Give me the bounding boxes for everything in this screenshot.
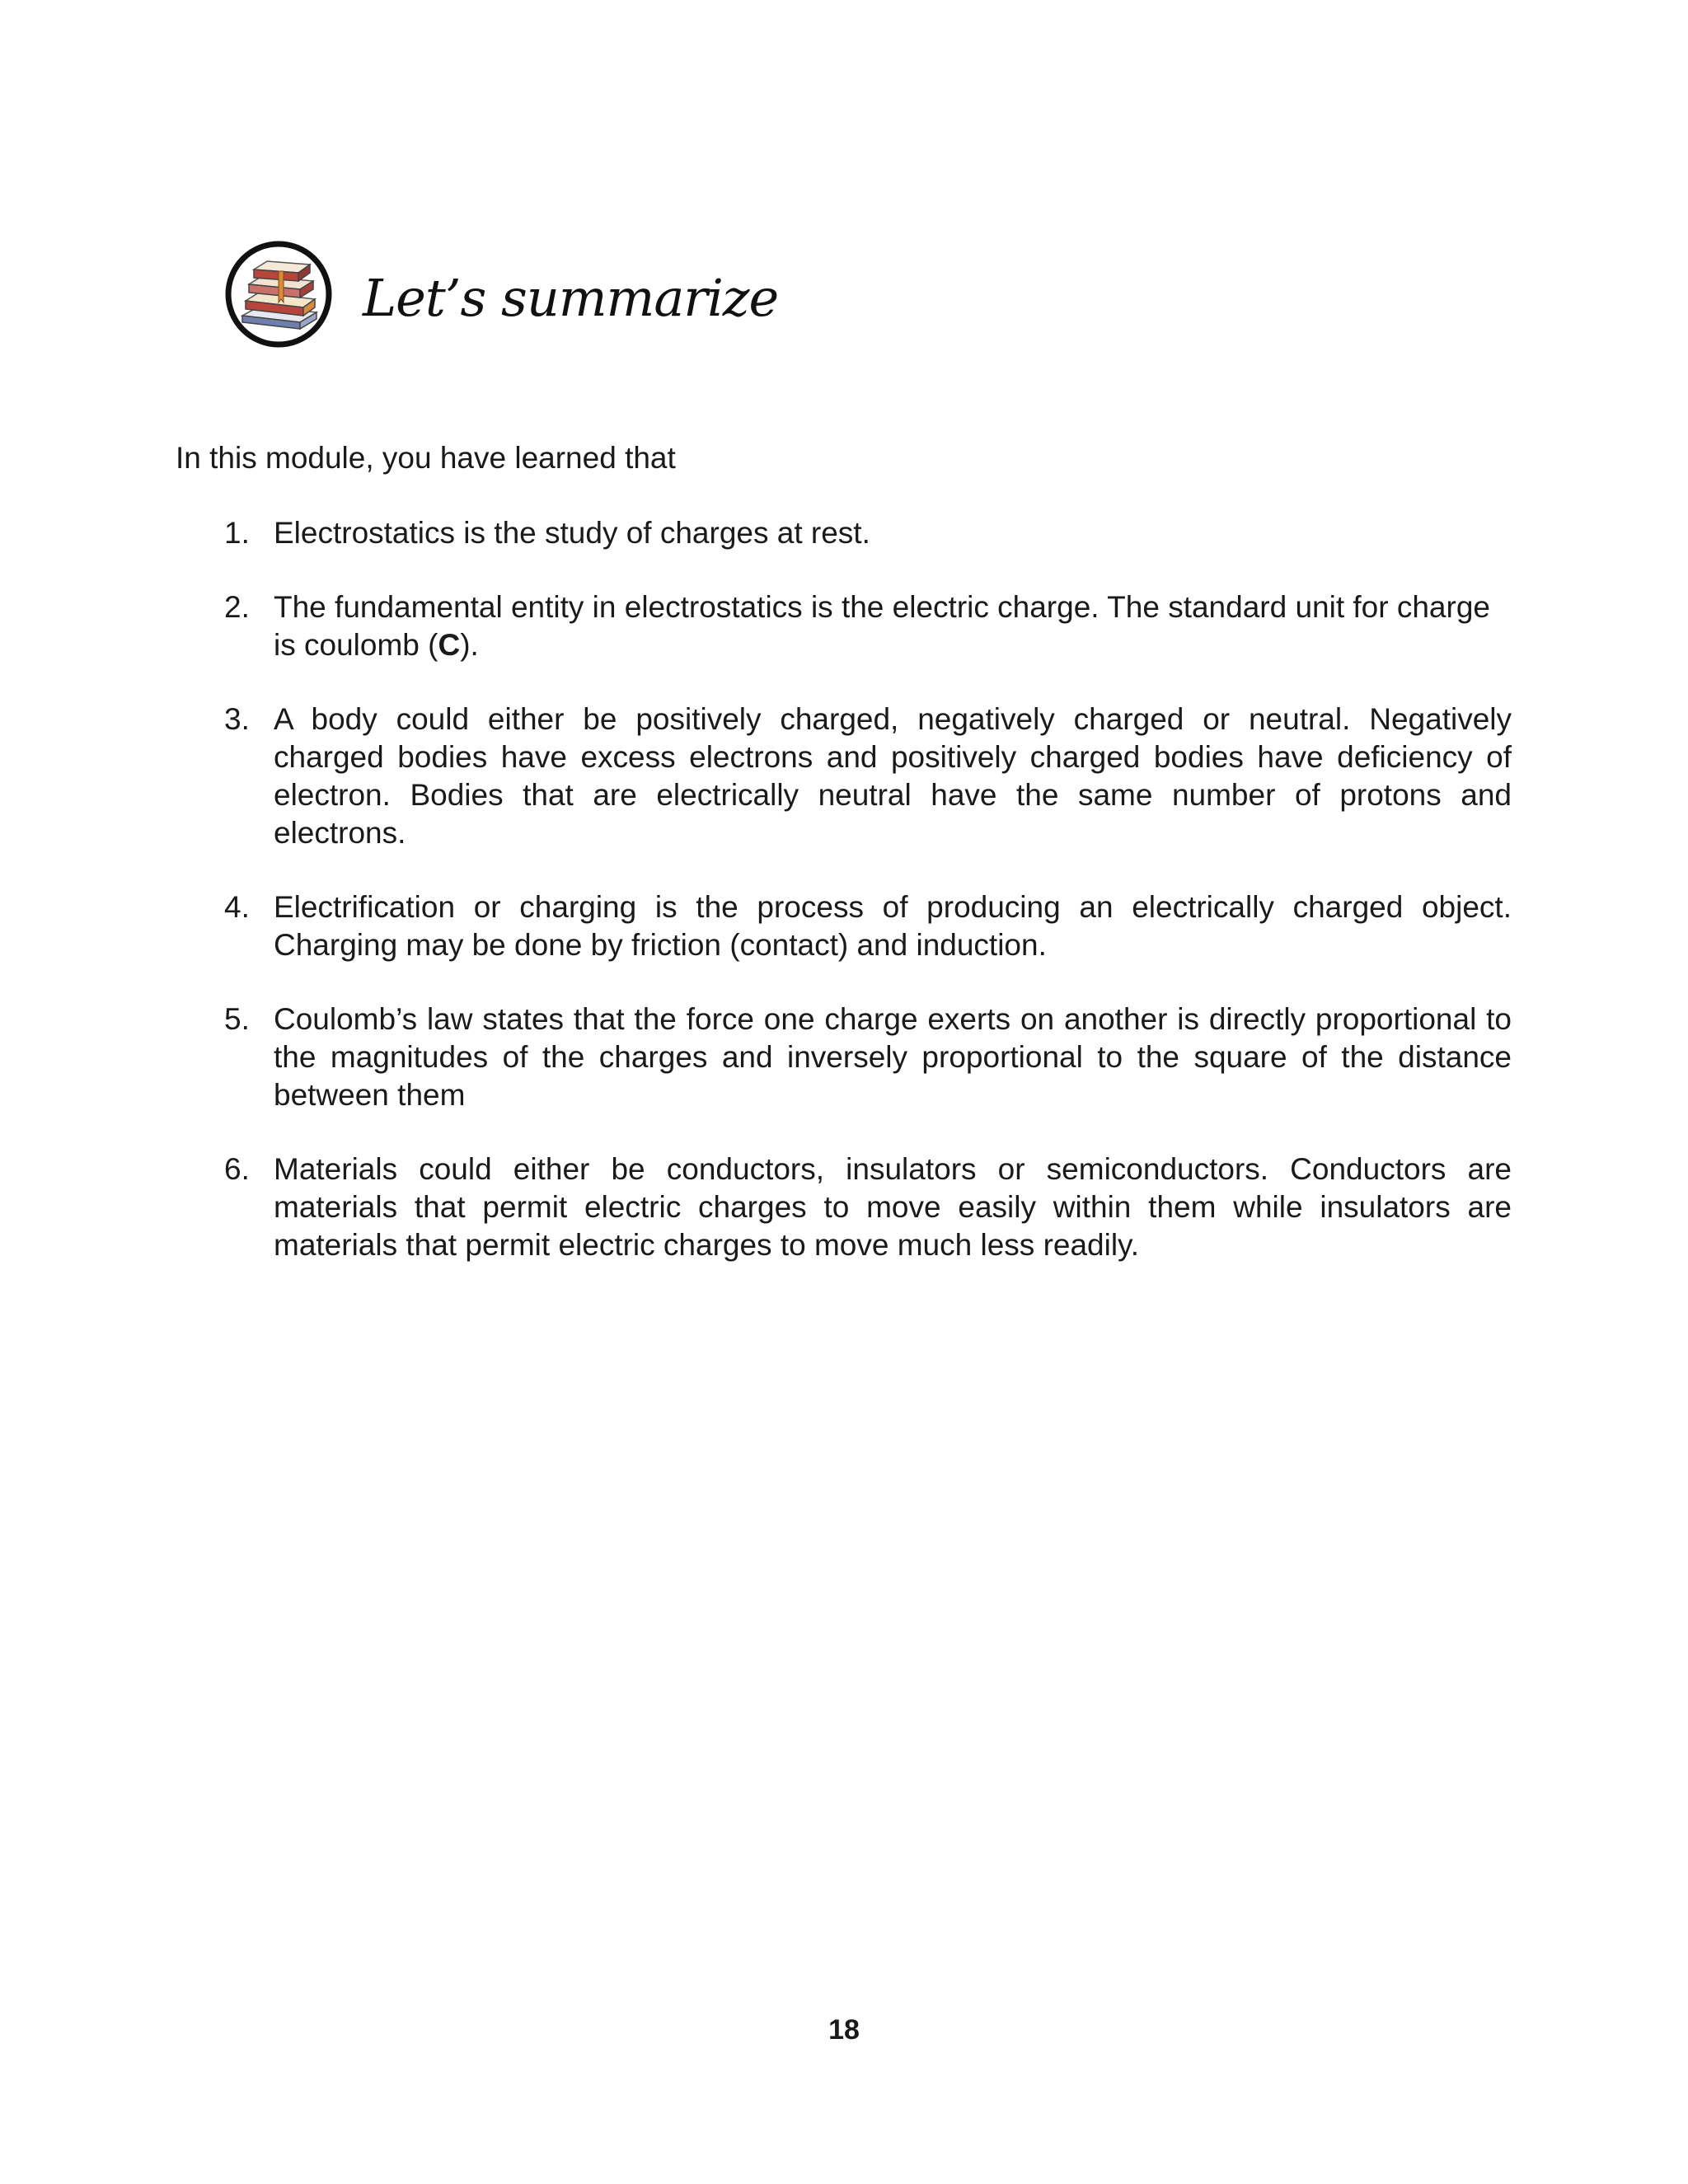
summary-list [224, 514, 1512, 1301]
books-icon [224, 240, 333, 349]
list-item [224, 1151, 1512, 1264]
item-text [274, 588, 1512, 664]
item-number: 5. [224, 1002, 250, 1036]
item-text-tail: ). [460, 628, 479, 662]
list-item [224, 588, 1512, 664]
item-number: 3. [224, 702, 250, 736]
list-item [224, 1001, 1512, 1114]
unit-symbol: C [438, 628, 461, 662]
item-text-body: The fundamental entity in electrostatics is the electric charge. The standard unit for charge is coulomb ( [274, 590, 1490, 662]
section-title: Let’s summarize [363, 267, 779, 328]
item-text: Electrification or charging is the process of producing an electrically charged object. Charging may be done by friction (contact) and induction. [274, 890, 1512, 962]
item-text: Electrostatics is the study of charges at rest. [274, 516, 870, 550]
item-number: 2. [224, 590, 250, 624]
item-text: A body could either be positively charged, negatively charged or neutral. Negatively charged bodies have excess electrons and positively charged bodies have deficiency of electron. Bodies that are electrically neutral have the same number of protons and electrons. [274, 702, 1512, 850]
item-text: Materials could either be conductors, insulators or semiconductors. Conductors are materials that permit electric charges to move easily within them while insulators are materials that permit electric charges to move much less readily. [274, 1152, 1512, 1262]
intro-text: In this module, you have learned that [176, 441, 676, 475]
section-header [224, 237, 778, 351]
item-number: 4. [224, 890, 250, 924]
list-item [224, 514, 1512, 552]
list-item [224, 888, 1512, 964]
page-number: 18 [828, 2014, 860, 2046]
item-text: Coulomb’s law states that the force one charge exerts on another is directly proportional to the magnitudes of the charges and inversely proportional to the square of the distance between them [274, 1002, 1512, 1112]
item-number: 6. [224, 1152, 250, 1186]
item-number: 1. [224, 516, 250, 550]
list-item [224, 701, 1512, 852]
